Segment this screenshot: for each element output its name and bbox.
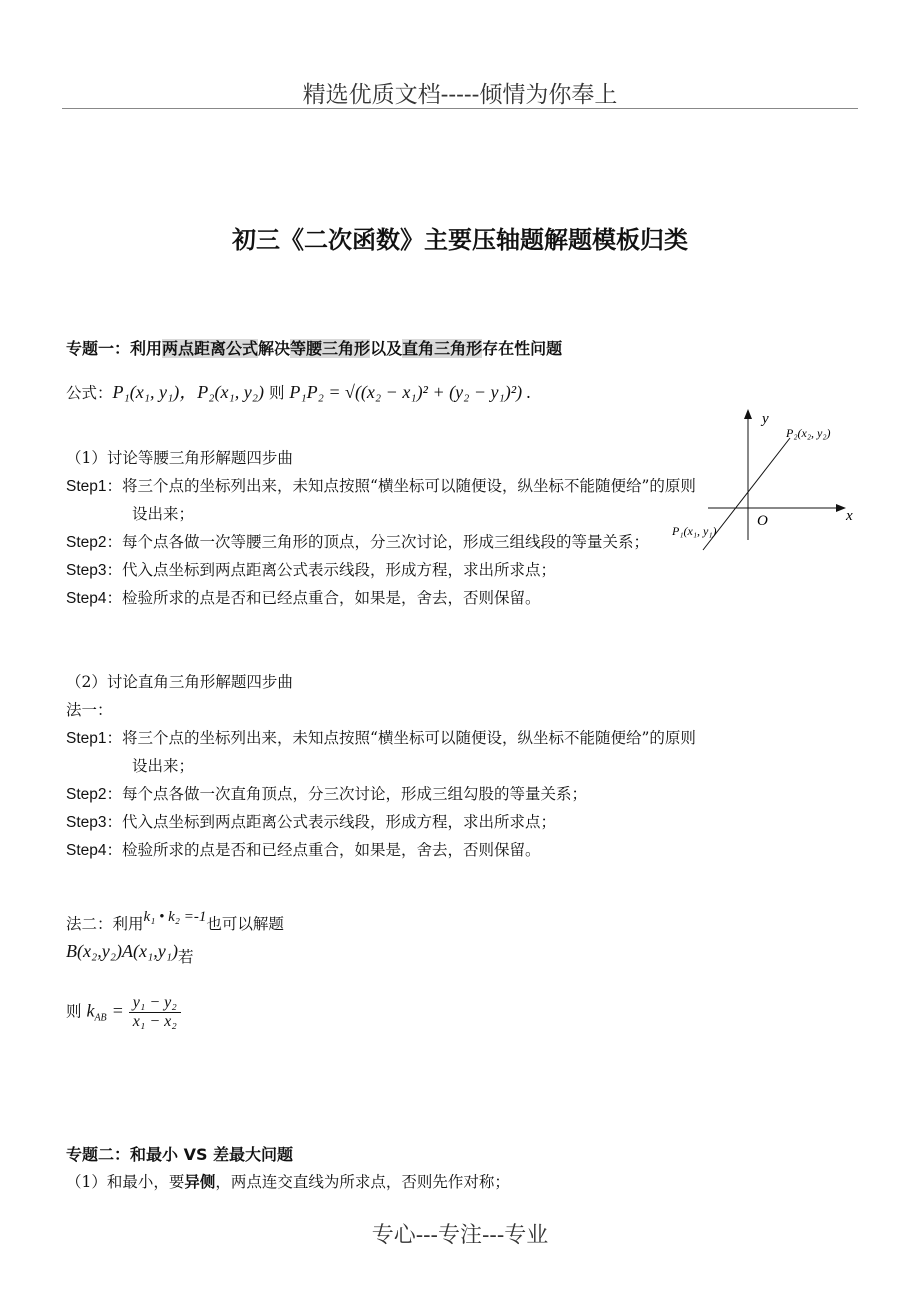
x-label: x [846, 508, 853, 524]
right-heading: （2）讨论直角三角形解题四步曲 [66, 673, 293, 691]
text: 以及 [370, 339, 403, 358]
equals: = [111, 1000, 124, 1021]
slope-fraction [129, 994, 181, 1031]
topic2-line1 [66, 1170, 510, 1192]
text: （1）和最小，要 [66, 1173, 185, 1191]
highlight: 等腰三角形 [290, 339, 371, 358]
points-line [66, 940, 194, 966]
right-step4 [66, 838, 541, 860]
point-p1: P₁(x₁, y₁)， [112, 382, 198, 402]
slope-symbol: k [86, 1000, 95, 1021]
bold-text: 异侧 [184, 1172, 216, 1191]
text: ，两点连交直线为所求点，否则先作对称； [215, 1173, 510, 1191]
step-label: Step2： [66, 786, 123, 803]
iso-step2 [66, 530, 649, 552]
text: 若 [177, 948, 194, 966]
text: 法二：利用 [66, 915, 144, 933]
topic1-heading [66, 336, 562, 359]
right-step2 [66, 782, 587, 804]
highlight: 直角三角形 [402, 339, 483, 358]
step-label: Step2： [66, 534, 123, 551]
step-text: 代入点坐标到两点距离公式表示线段，形成方程，求出所求点； [122, 813, 557, 831]
points-ab: B(x₂,y₂)A(x₁,y₁) [66, 941, 178, 961]
step-text: 代入点坐标到两点距离公式表示线段，形成方程，求出所求点； [122, 561, 557, 579]
y-arrow-icon [744, 409, 752, 419]
y-label: y [762, 411, 769, 427]
slope-product-formula: k₁ • k₂ =-1 [143, 909, 207, 925]
text: 也可以解题 [206, 915, 284, 933]
step-label: Step3： [66, 814, 123, 831]
step-label: Step1： [66, 478, 123, 495]
step-text: 将三个点的坐标列出来，未知点按照“横坐标可以随便设，纵坐标不能随便给”的原则 [122, 477, 696, 495]
page-header: 精选优质文档-----倾情为你奉上 [302, 82, 618, 108]
step-label: Step1： [66, 730, 123, 747]
p2-label: P₂(x₂, y₂) [786, 426, 831, 440]
right-step3 [66, 810, 556, 832]
text: 解决 [258, 339, 291, 358]
iso-step3 [66, 558, 556, 580]
formula-label: 公式： [66, 384, 113, 402]
numerator: y₁ − y₂ [129, 994, 181, 1013]
step-label: Step4： [66, 842, 123, 859]
document-title: 初三《二次函数》主要压轴题解题模板归类 [232, 226, 688, 254]
iso-heading: （1）讨论等腰三角形解题四步曲 [66, 449, 293, 467]
step-label: Step4： [66, 590, 123, 607]
method2-line [66, 909, 284, 934]
step-text: 每个点各做一次直角顶点，分三次讨论，形成三组勾股的等量关系； [122, 785, 588, 803]
x-arrow-icon [836, 504, 846, 512]
p1-label: P₁(x₁, y₁) [672, 524, 717, 538]
page-footer: 专心---专注---专业 [371, 1223, 549, 1248]
iso-step1 [66, 474, 696, 496]
step-label: Step3： [66, 562, 123, 579]
origin-label: O [757, 513, 768, 529]
step-text: 将三个点的坐标列出来，未知点按照“横坐标可以随便设，纵坐标不能随便给”的原则 [122, 729, 696, 747]
formula-expression: P₁P₂ = √((x₂ − x₁)² + (y₂ − y₁)²) . [289, 382, 532, 402]
right-step1 [66, 726, 696, 748]
topic2-heading: 专题二：和最小 VS 差最大问题 [66, 1145, 294, 1164]
step-text: 检验所求的点是否和已经点重合，如果是，舍去，否则保留。 [122, 589, 541, 607]
text: 存在性问题 [482, 339, 563, 358]
method1-label: 法一： [66, 701, 113, 719]
iso-step1-cont: 设出来； [132, 505, 195, 523]
iso-step4 [66, 586, 541, 608]
text: 则 [66, 1002, 82, 1021]
slope-subscript: AB [94, 1012, 107, 1024]
step-text: 检验所求的点是否和已经点重合，如果是，舍去，否则保留。 [122, 841, 541, 859]
distance-formula [66, 378, 531, 404]
slope-formula [66, 994, 181, 1031]
then-label: 则 [268, 384, 285, 402]
highlight: 两点距离公式 [162, 339, 259, 358]
denominator: x₁ − x₂ [132, 1013, 177, 1030]
coordinate-diagram [672, 405, 865, 545]
text: 专题一：利用 [66, 339, 163, 358]
step-text: 每个点各做一次等腰三角形的顶点，分三次讨论，形成三组线段的等量关系； [122, 533, 650, 551]
header-divider [62, 108, 858, 109]
right-step1-cont: 设出来； [132, 757, 195, 775]
point-p2: P₂(x₁, y₂) [197, 382, 265, 402]
